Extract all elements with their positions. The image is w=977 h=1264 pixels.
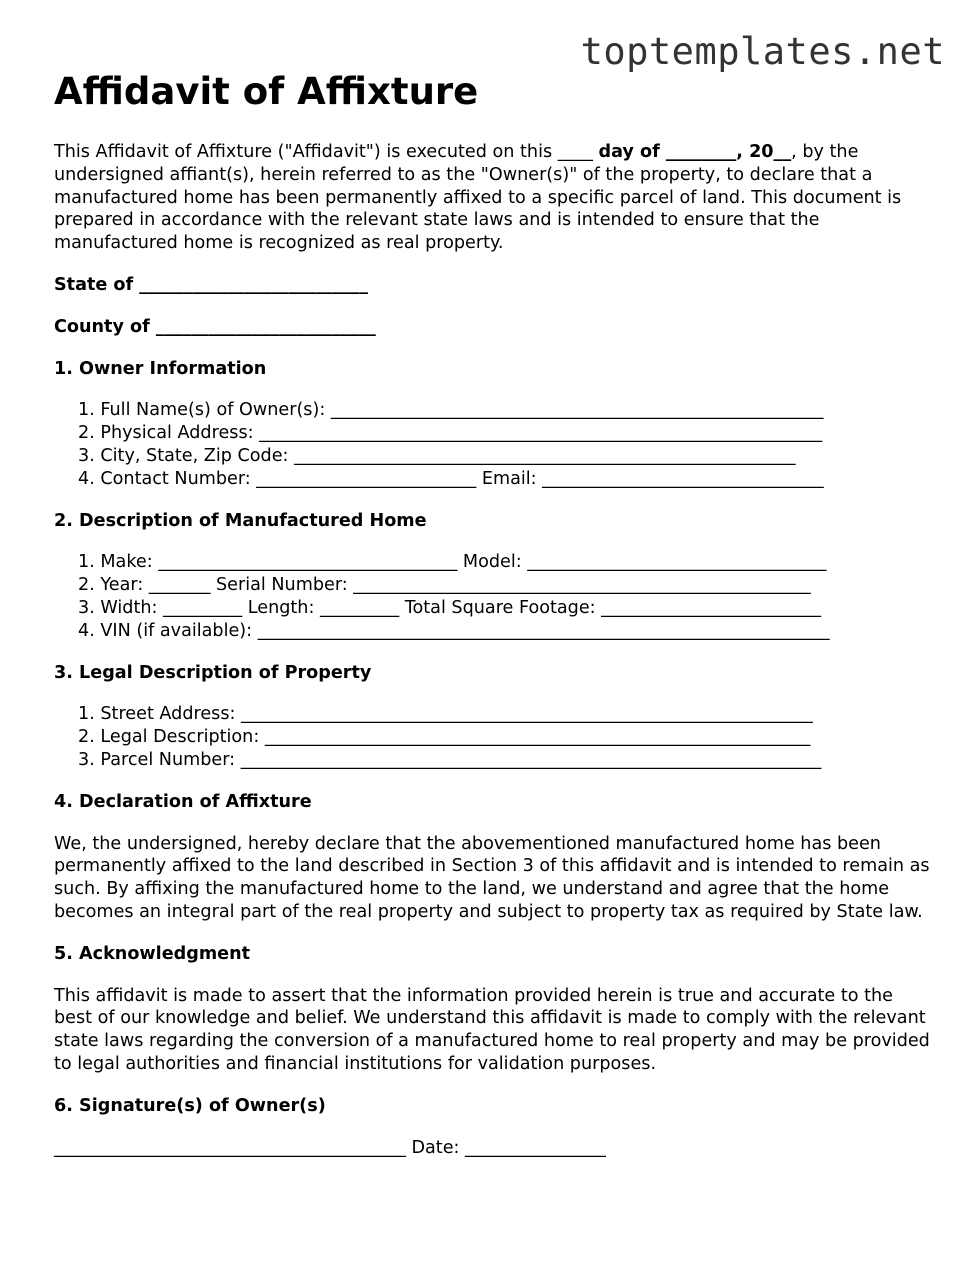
section-1-heading: 1. Owner Information [54,358,267,379]
section-2-heading: 2. Description of Manufactured Home [54,510,427,531]
list-item: 3. City, State, Zip Code: _________________________________________________________ [78,445,796,466]
signature-date-line: ________________________________________ Date: ________________ [54,1137,606,1158]
watermark: toptemplates.net [580,30,945,73]
section-6-heading: 6. Signature(s) of Owner(s) [54,1095,326,1116]
declaration-paragraph: We, the undersigned, hereby declare that the abovementioned manufactured home has been permanently affixed to the land described in Section 3 of this affidavit and is intended to remain as such. By affixing the manufactured home to the land, we understand and agree that the home becomes an integral part of the real property and subject to property tax as required by State law. [54,833,930,922]
home-description-list [54,551,934,642]
list-item: 2. Physical Address: ________________________________________________________________ [78,423,823,444]
acknowledgment-paragraph: This affidavit is made to assert that the information provided herein is true and accurate to the best of our knowledge and belief. We understand this affidavit is made to comply with the relevant state laws regarding the conversion of a manufactured home to real property and may be provided to legal authorities and financial institutions for validation purposes. [54,985,930,1074]
list-item: 1. Full Name(s) of Owner(s): ________________________________________________________ [78,400,824,421]
list-item: 2. Legal Description: ______________________________________________________________ [78,727,811,748]
section-4-heading: 4. Declaration of Affixture [54,791,312,812]
section-5-heading: 5. Acknowledgment [54,943,251,964]
county-field: County of _________________________ [54,316,376,337]
document-title: Affidavit of Affixture [54,70,479,113]
list-item: 1. Street Address: _________________________________________________________________ [78,704,813,725]
intro-paragraph [54,141,934,255]
list-item: 2. Year: _______ Serial Number: ____________________________________________________ [78,575,811,596]
property-description-list [54,703,934,771]
document-page [54,66,934,1159]
list-item: 4. Contact Number: _________________________ Email: ________________________________ [78,468,824,489]
intro-date-blank: day of ________, 20__ [598,142,792,162]
state-field: State of __________________________ [54,274,369,295]
intro-text-2: , by the undersigned affiant(s), herein referred to as the "Owner(s)" of the property, to declare that a manufactured home has been permanently affixed to a specific parcel of land. This document is prepared in accordance with the relevant state laws and is intended to ensure that the manufactured home is recognized as real property. [54,142,902,254]
intro-text-1: This Affidavit of Affixture ("Affidavit") is executed on this ____ [54,142,599,162]
list-item: 3. Parcel Number: __________________________________________________________________ [78,749,822,770]
list-item: 4. VIN (if available): _________________________________________________________________ [78,620,830,641]
owner-info-list [54,399,934,490]
list-item: 3. Width: _________ Length: _________ Total Square Footage: _________________________ [78,597,822,618]
list-item: 1. Make: __________________________________ Model: __________________________________ [78,552,827,573]
section-3-heading: 3. Legal Description of Property [54,662,372,683]
